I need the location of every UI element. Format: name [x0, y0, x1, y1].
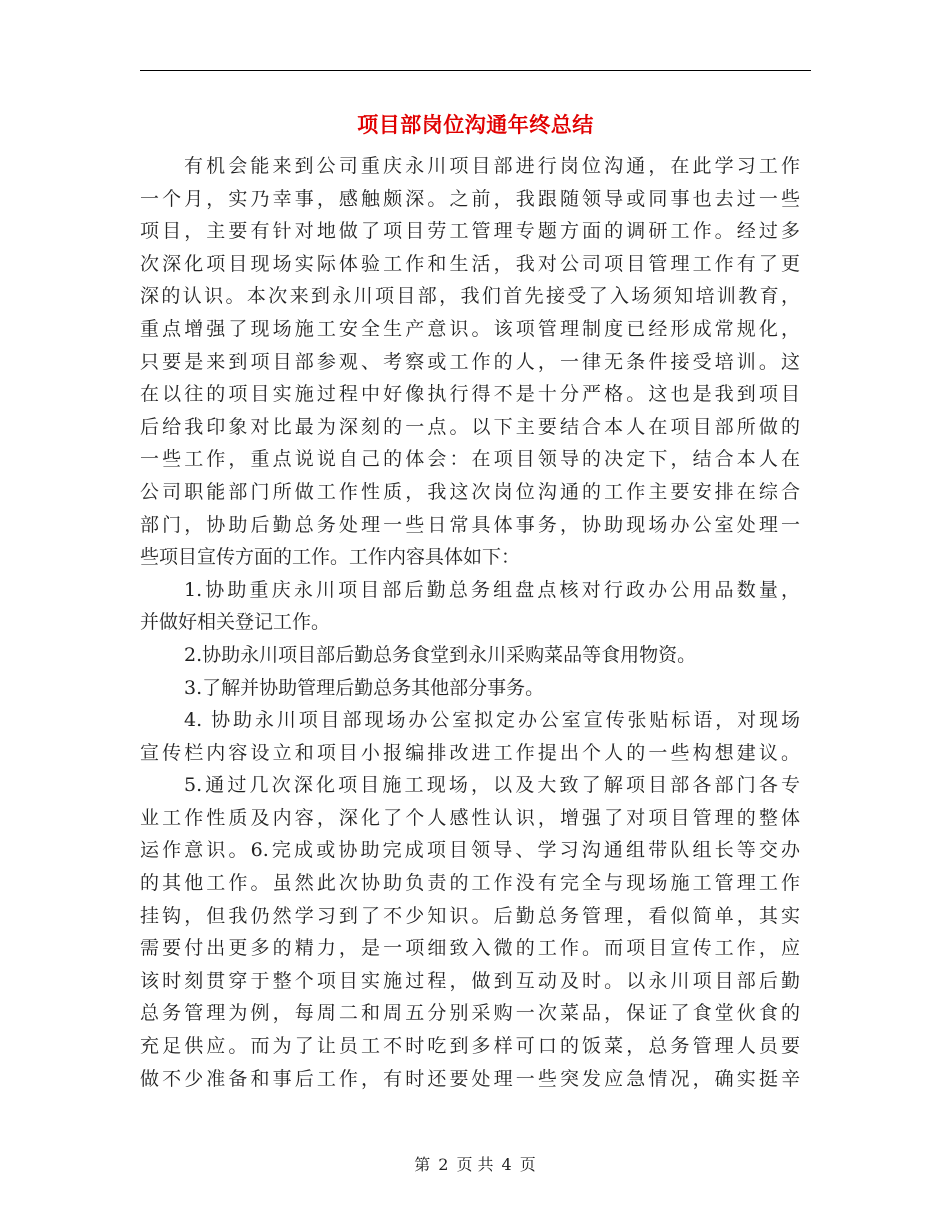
body-line-12: 部门，协助后勤总务处理一些日常具体事务，协助现场办公室处理一: [140, 513, 800, 536]
list-item-3: 3.了解并协助管理后勤总务其他部分事务。: [184, 676, 545, 699]
list-item-1-line-2: 并做好相关登记工作。: [140, 611, 331, 634]
body-line-28: 充足供应。而为了让员工不时吃到多样可口的饭菜，总务管理人员要: [140, 1035, 800, 1058]
footer-prefix: 第: [414, 1155, 431, 1174]
body-line-29: 做不少准备和事后工作，有时还要处理一些突发应急情况，确实挺辛: [140, 1067, 800, 1090]
footer-total-pages: 4: [501, 1155, 512, 1174]
list-item-5-line-1: 5.通过几次深化项目施工现场，以及大致了解项目部各部门各专: [184, 774, 800, 797]
body-line-2: 一个月，实乃幸事，感触颇深。之前，我跟随领导或同事也去过一些: [140, 187, 800, 210]
list-item-5-line-3: 运作意识。6.完成或协助完成项目领导、学习沟通组带队组长等交办: [140, 839, 800, 862]
document-body: [140, 150, 800, 1095]
body-line-1: 有机会能来到公司重庆永川项目部进行岗位沟通，在此学习工作: [184, 155, 800, 177]
body-line-7: 只要是来到项目部参观、考察或工作的人，一律无条件接受培训。这: [140, 350, 800, 373]
body-line-11: 公司职能部门所做工作性质，我这次岗位沟通的工作主要安排在综合: [140, 480, 800, 503]
body-line-27: 总务管理为例，每周二和周五分别采购一次菜品，保证了食堂伙食的: [140, 1002, 800, 1025]
body-line-4: 次深化项目现场实际体验工作和生活，我对公司项目管理工作有了更: [140, 252, 800, 275]
body-line-3: 项目，主要有针对地做了项目劳工管理专题方面的调研工作。经过多: [140, 220, 800, 243]
document-title: 项目部岗位沟通年终总结: [357, 112, 594, 137]
page-footer: [0, 1152, 950, 1175]
header-rule: [140, 70, 811, 71]
footer-page-number: 2: [438, 1155, 449, 1174]
list-item-2: 2.协助永川项目部后勤总务食堂到永川采购菜品等食用物资。: [184, 643, 697, 666]
body-line-26: 该时刻贯穿于整个项目实施过程，做到互动及时。以永川项目部后勤: [140, 969, 800, 992]
body-line-24: 挂钩，但我仍然学习到了不少知识。后勤总务管理，看似简单，其实: [140, 904, 800, 927]
body-line-6: 重点增强了现场施工安全生产意识。该项管理制度已经形成常规化，: [140, 317, 800, 340]
body-line-13: 些项目宣传方面的工作。工作内容具体如下：: [140, 546, 521, 569]
list-item-1-line-1: 1.协助重庆永川项目部后勤总务组盘点核对行政办公用品数量，: [184, 578, 800, 601]
body-line-23: 的其他工作。虽然此次协助负责的工作没有完全与现场施工管理工作: [140, 872, 800, 895]
body-line-25: 需要付出更多的精力，是一项细致入微的工作。而项目宣传工作，应: [140, 937, 800, 960]
footer-middle: 页 共: [456, 1155, 494, 1174]
list-item-4-line-1: 4. 协助永川项目部现场办公室拟定办公室宣传张贴标语，对现场: [184, 709, 800, 732]
body-line-10: 一些工作，重点说说自己的体会：在项目领导的决定下，结合本人在: [140, 448, 800, 471]
body-line-8: 在以往的项目实施过程中好像执行得不是十分严格。这也是我到项目: [140, 383, 800, 406]
list-item-5-line-2: 业工作性质及内容，深化了个人感性认识，增强了对项目管理的整体: [140, 806, 800, 829]
list-item-4-line-2: 宣传栏内容设立和项目小报编排改进工作提出个人的一些构想建议。: [140, 741, 800, 764]
footer-suffix: 页: [519, 1155, 536, 1174]
body-line-5: 深的认识。本次来到永川项目部，我们首先接受了入场须知培训教育，: [140, 285, 800, 308]
body-line-9: 后给我印象对比最为深刻的一点。以下主要结合本人在项目部所做的: [140, 415, 800, 438]
